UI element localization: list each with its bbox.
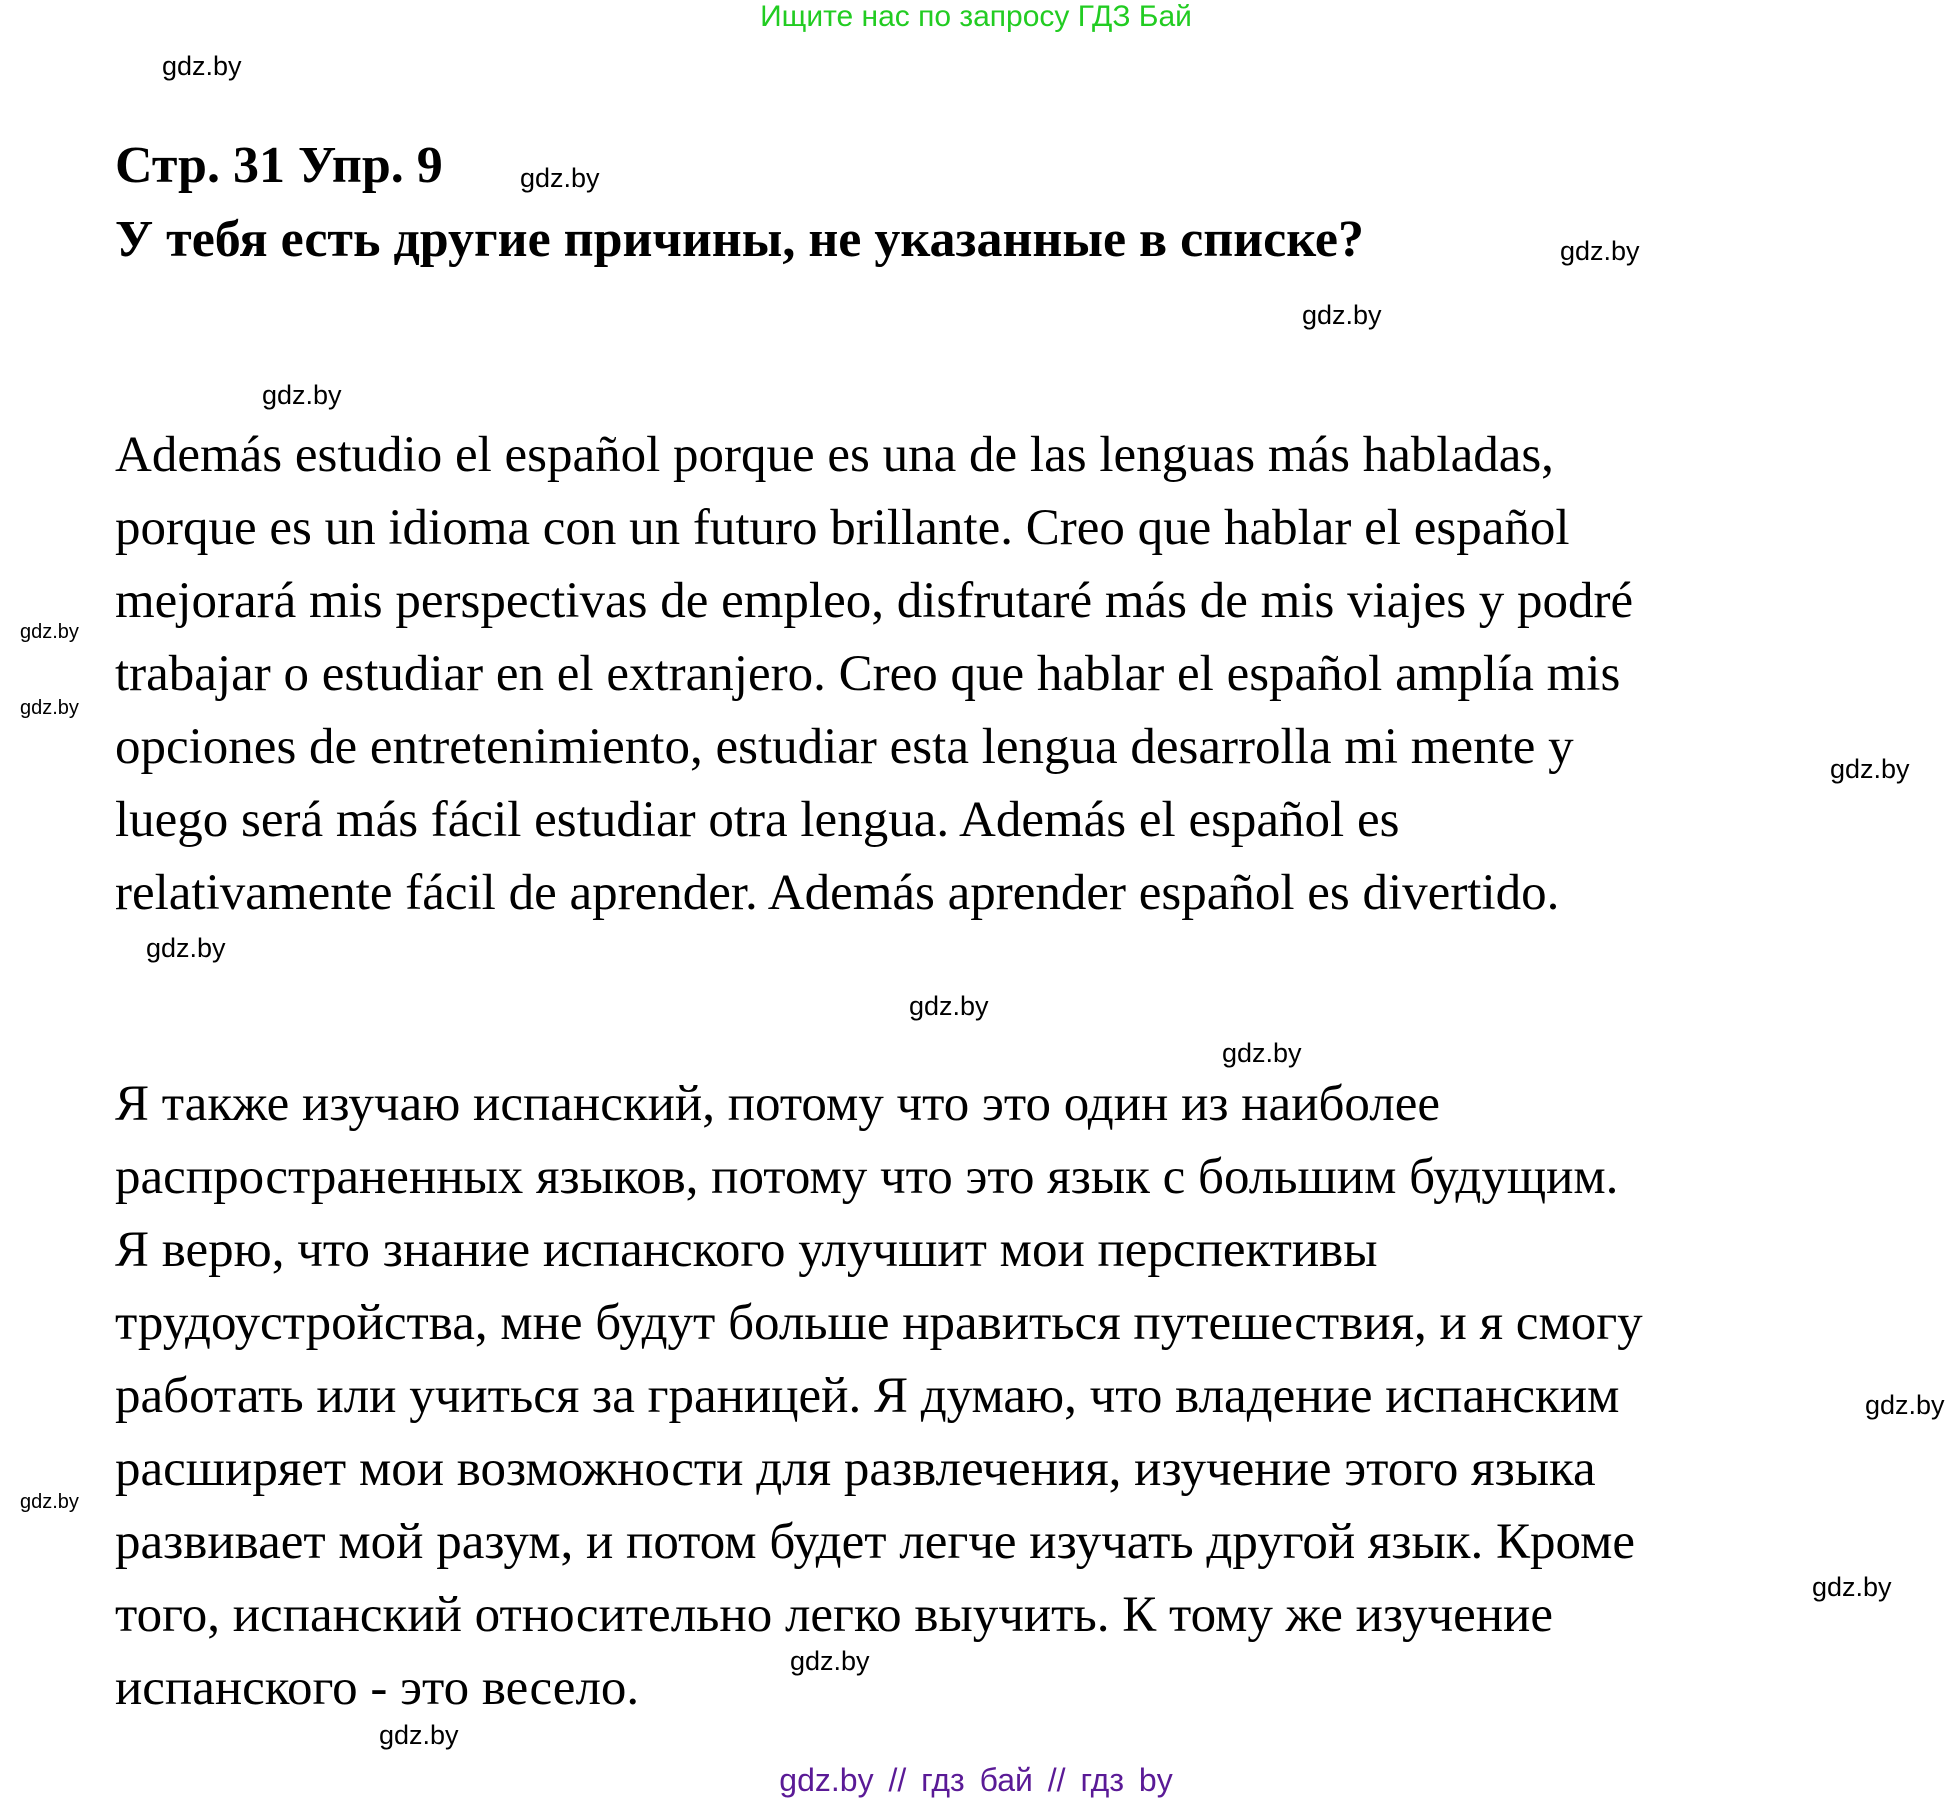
watermark: gdz.by: [20, 1491, 79, 1513]
page-title: Стр. 31 Упр. 9: [115, 137, 443, 194]
text-line: opciones de entretenimiento, estudiar esta lengua desarrolla mi mente y: [115, 719, 1574, 775]
text-line: Además estudio el español porque es una de las lenguas más habladas,: [115, 427, 1554, 483]
text-line: трудоустройства, мне будут больше нравиться путешествия, и я смогу: [115, 1295, 1643, 1351]
text-line: luego será más fácil estudiar otra lengua. Además el español es: [115, 792, 1400, 848]
watermark: gdz.by: [909, 991, 989, 1021]
text-line: того, испанский относительно легко выучить. К тому же изучение: [115, 1587, 1553, 1643]
watermark: gdz.by: [1222, 1038, 1302, 1068]
text-line: испанского - это весело.: [115, 1660, 640, 1716]
watermark: gdz.by: [520, 163, 600, 193]
watermark: gdz.by: [1812, 1572, 1892, 1602]
text-line: trabajar o estudiar en el extranjero. Creo que hablar el español amplía mis: [115, 646, 1621, 702]
watermark: gdz.by: [1302, 300, 1382, 330]
text-line: relativamente fácil de aprender. Además aprender español es divertido.: [115, 865, 1560, 921]
watermark: gdz.by: [146, 933, 226, 963]
text-line: работать или учиться за границей. Я думаю, что владение испанским: [115, 1368, 1620, 1424]
text-line: Я верю, что знание испанского улучшит мои перспективы: [115, 1222, 1378, 1278]
search-banner: Ищите нас по запросу ГДЗ Бай: [760, 0, 1192, 33]
watermark: gdz.by: [790, 1646, 870, 1676]
watermark: gdz.by: [20, 621, 79, 643]
watermark: gdz.by: [1865, 1390, 1945, 1420]
watermark: gdz.by: [162, 51, 242, 81]
text-line: распространенных языков, потому что это язык с большим будущим.: [115, 1149, 1619, 1205]
exercise-question: У тебя есть другие причины, не указанные в списке?: [115, 211, 1364, 268]
watermark: gdz.by: [262, 380, 342, 410]
text-line: porque es un idioma con un futuro brillante. Creo que hablar el español: [115, 500, 1570, 556]
watermark: gdz.by: [20, 697, 79, 719]
watermark: gdz.by: [1560, 236, 1640, 266]
text-line: развивает мой разум, и потом будет легче изучать другой язык. Кроме: [115, 1514, 1635, 1570]
text-line: Я также изучаю испанский, потому что это один из наиболее: [115, 1076, 1440, 1132]
watermark: gdz.by: [1830, 754, 1910, 784]
footer-links: gdz.by // гдз бай // гдз by: [779, 1762, 1173, 1798]
text-line: расширяет мои возможности для развлечения, изучение этого языка: [115, 1441, 1596, 1497]
watermark: gdz.by: [379, 1720, 459, 1750]
text-line: mejorará mis perspectivas de empleo, disfrutaré más de mis viajes y podré: [115, 573, 1634, 629]
